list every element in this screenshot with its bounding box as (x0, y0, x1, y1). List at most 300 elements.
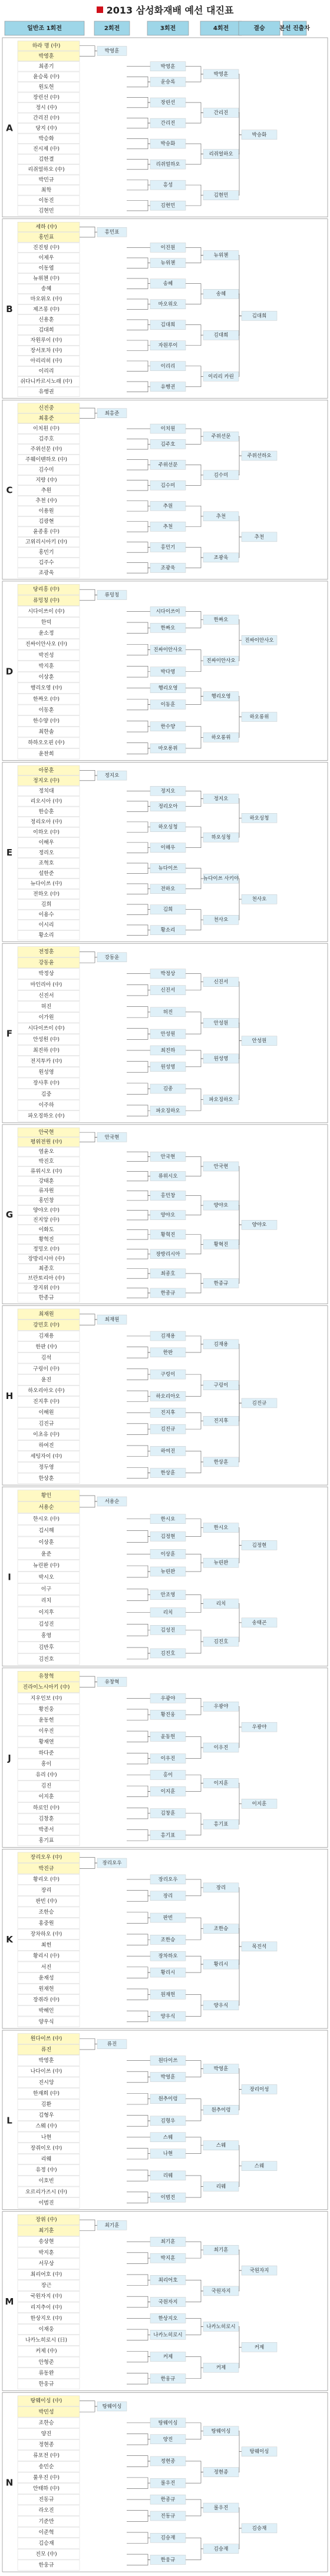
round-name: 황진웅 (160, 1712, 176, 1718)
header-label: 4회전 (213, 25, 229, 32)
first-round-name: 홍이 (41, 1761, 52, 1768)
round-name: 최진하 (160, 1047, 176, 1054)
round-name: 스웨 (163, 2134, 173, 2141)
first-round-name: 최진하 (中) (33, 1047, 60, 1054)
first-round-name: 최홍준 (38, 416, 54, 422)
first-round-name: 김승재 (38, 2540, 54, 2547)
first-round-name: 브란토리아 (中) (28, 1275, 65, 1282)
round-name: 홍기표 (160, 1832, 176, 1839)
round-name: 장리오우 (158, 1877, 178, 1883)
round-name: 장리이성 (249, 2086, 269, 2093)
first-round-name: 장위 (中) (35, 2217, 57, 2223)
first-round-name: 신진서 (38, 993, 54, 999)
first-round-name: 김시해 (38, 1528, 54, 1534)
group-label: M (5, 2296, 14, 2308)
first-round-name: 지랑 (中) (35, 478, 57, 484)
first-round-name: 리오시아 (中) (30, 798, 62, 805)
round-name: 하오싱청 (249, 815, 269, 821)
round-name: 한상훈 (160, 1470, 176, 1477)
round-name: 신진서 (160, 987, 176, 994)
first-round-name: 이준혁 (38, 2529, 54, 2536)
first-round-name: 나카노히로시 (日) (25, 2338, 68, 2344)
first-round-name: 진라이노시아키 (中) (22, 1685, 70, 1691)
first-round-name: 류자원 (38, 1188, 54, 1194)
round-name: 김성진 (160, 1627, 176, 1633)
round-name: 홍기표 (213, 1821, 229, 1828)
group-label: G (5, 1209, 14, 1221)
round-name: 한판 (163, 1350, 173, 1356)
round-name: 주위선문 (158, 462, 178, 468)
round-name: 안국현 (160, 1153, 176, 1160)
first-round-name: 이초유 (中) (33, 1431, 60, 1438)
first-round-name: 정리오아 (中) (30, 819, 62, 825)
header-label: 결승 (253, 25, 265, 32)
first-round-name: 강민호 (中) (33, 1322, 60, 1328)
first-round-name: 추원 (41, 488, 52, 494)
first-round-name: 강동윤 (38, 960, 54, 966)
first-round-name: 진싸이안사오 (中) (25, 641, 68, 648)
round-name: 최재원 (104, 1317, 120, 1323)
first-round-name: 안성원 (中) (33, 1036, 60, 1043)
round-name: 안국현 (104, 1134, 120, 1141)
first-round-name: 설한준 (38, 870, 54, 877)
round-name: 한웅규 (160, 2376, 176, 2382)
round-name: 이리리 카린 (208, 373, 234, 380)
round-name: 장방리시아 (156, 1251, 180, 1258)
round-name: 진싸이안사오 (153, 647, 183, 654)
first-round-name: 전지투카 (中) (30, 1059, 62, 1065)
round-name: 행리오영 (158, 685, 178, 692)
round-name: 양진 (163, 2436, 173, 2443)
first-round-name: 박영훈 (38, 2058, 54, 2064)
first-round-name: 김희 (41, 901, 52, 908)
round-name: 황리시 (160, 1970, 176, 1976)
round-name: 홍민표 (104, 229, 120, 236)
first-round-name: 뉴다이쓰 (中) (30, 881, 62, 887)
round-name: 윤동헌 (160, 1733, 176, 1740)
round-name: 박지훈 (160, 2255, 176, 2262)
round-name: 최홍준 (104, 410, 120, 417)
first-round-name: 이범진 (38, 2200, 54, 2206)
first-round-name: 최종호 (38, 1266, 54, 1272)
first-round-name: 이재웅 (38, 2326, 54, 2333)
first-round-name: 한웅규 (38, 2381, 54, 2388)
round-name: 하오롱위 (211, 734, 231, 741)
first-round-name: 이용수 (38, 911, 54, 918)
first-round-name: 리치 (41, 1598, 52, 1604)
first-round-name: 조한승 (38, 2420, 54, 2426)
round-name: 송혜 (163, 281, 173, 287)
first-round-name: 장차하오 (中) (30, 1931, 62, 1938)
round-name: 룰우진 (160, 2480, 176, 2487)
first-round-name: 한상지오 (中) (30, 2315, 62, 2322)
first-round-name: 유리 (中) (35, 1772, 57, 1779)
round-name: 최기훈 (160, 2239, 176, 2245)
round-name: 원추이렁 (158, 2096, 178, 2103)
first-round-name: 강태훈 (38, 1178, 54, 1185)
first-round-name: 홍민표 (38, 234, 54, 241)
first-round-name: 염윤오 (38, 1149, 54, 1155)
first-round-name: 원다이쓰 (中) (30, 2035, 62, 2042)
round-name: 김대희 (213, 332, 229, 339)
first-round-name: 황소리 (38, 932, 54, 939)
round-name: 한상지오 (158, 2315, 178, 2322)
first-round-name: 신용훈 (38, 317, 54, 323)
round-name: 김수미 (213, 472, 229, 479)
round-name: 김진규 (252, 1400, 267, 1407)
first-round-name: 원도헌 (38, 84, 54, 91)
header-label: 3회전 (160, 25, 176, 32)
first-round-name: 홍영 (41, 1633, 52, 1639)
round-name: 장리오우 (102, 1860, 122, 1866)
round-name: 뉴린완 (213, 1560, 229, 1566)
round-name: 스웨 (254, 2163, 265, 2170)
first-round-name: 한승훈 (38, 808, 54, 815)
round-name: 뉴다이쓰 (158, 866, 178, 872)
group-label: J (8, 1753, 11, 1764)
first-round-name: 장쥐이오 (中) (30, 2145, 62, 2151)
first-round-name: 송혜 (41, 286, 52, 292)
first-round-name: 원재헌 (38, 1986, 54, 1992)
first-round-name: 양진 (41, 2431, 52, 2437)
first-round-name: 이동진 (38, 197, 54, 204)
round-name: 김진호 (213, 1639, 229, 1645)
first-round-name: 황혁진 (38, 1236, 54, 1243)
first-round-name: 이지훈 (38, 1794, 54, 1801)
first-round-name: 윤승록 (中) (33, 74, 60, 80)
round-name: 이동훈 (160, 702, 176, 708)
first-round-name: 하여진 (38, 1443, 54, 1449)
first-round-name: 이가원 (38, 1015, 54, 1021)
round-name: 우광야 (160, 1695, 176, 1702)
round-name: 간리진 (213, 110, 229, 117)
first-round-name: 이동훈 (38, 707, 54, 714)
first-round-name: 라오진 (38, 2508, 54, 2514)
first-round-name: 윤소정 (38, 631, 54, 637)
round-name: 목진석 (252, 1944, 267, 1950)
round-name: 주위선하오 (247, 453, 272, 459)
first-round-name: 윤준 (41, 1551, 52, 1557)
first-round-name: 간리진 (中) (33, 115, 60, 121)
first-round-name: 박진규 (38, 1865, 54, 1872)
first-round-name: 정시 (中) (35, 105, 57, 111)
first-round-name: 자원루이 (中) (30, 337, 62, 344)
first-round-name: 한시오 (中) (33, 1516, 60, 1523)
first-round-name: 최헌 (41, 1942, 52, 1949)
round-name: 이범진 (160, 2194, 176, 2201)
round-name: 유창혁 (104, 1679, 120, 1685)
first-round-name: 윤동헌 (38, 1717, 54, 1723)
first-round-name: 아몽훈 (38, 767, 54, 774)
round-name: 류위시오 (158, 1173, 178, 1180)
round-name: 최리어호 (158, 2277, 178, 2283)
first-round-name: 이치원 (中) (33, 426, 60, 432)
round-name: 최기훈 (104, 2222, 120, 2229)
round-name: 조한승 (160, 1937, 176, 1943)
round-name: 국원자지 (211, 2288, 231, 2295)
round-name: 리치 (216, 1601, 226, 1607)
round-name: 리웨 (216, 2184, 226, 2190)
first-round-name: 류밍칭 (中) (33, 598, 60, 604)
first-round-name: 김재용 (38, 1333, 54, 1340)
first-round-name: 윤찬희 (38, 751, 54, 757)
first-round-name: 한수양 (中) (33, 718, 60, 724)
first-round-name: 서무상 (38, 2260, 54, 2267)
first-round-name: 탕웨이싱 (中) (30, 2398, 62, 2405)
round-name: 이리리 (160, 363, 176, 370)
first-round-name: 장지위 (中) (33, 1285, 60, 1292)
first-round-name: 아리리히 (中) (30, 358, 62, 364)
first-round-name: 스웨 (中) (35, 2123, 57, 2130)
round-name: 안성원 (252, 1038, 267, 1045)
first-round-name: 정현종 (38, 2442, 54, 2448)
first-round-name: 김광현 (38, 519, 54, 525)
first-round-name: 윤진 (41, 1377, 52, 1383)
first-round-name: 이상훈 (38, 1539, 54, 1546)
round-name: 홍성 (163, 182, 173, 188)
round-name: 마오롱위 (158, 745, 178, 752)
round-name: 홍민기 (160, 544, 176, 551)
first-round-name: 한덕 (41, 619, 52, 626)
round-name: 유행권 (160, 384, 176, 390)
first-round-name: 하하오오핀 (中) (28, 740, 65, 747)
round-name: 이우진 (213, 1745, 229, 1751)
round-name: 리쥐얼하오 (209, 151, 233, 158)
first-round-name: 정치대 (38, 788, 54, 794)
first-round-name: 류동완 (38, 2370, 54, 2376)
round-name: 장리 (216, 1885, 226, 1891)
first-round-name: 김진규 (38, 1421, 54, 1427)
round-name: 진싸이안사오 (206, 658, 236, 664)
first-round-name: 리지추이 (中) (30, 2305, 62, 2311)
first-round-name: 이우진 (38, 1728, 54, 1735)
first-round-name: 진진핑 (中) (33, 244, 60, 251)
round-name: 탕웨이싱 (211, 2428, 231, 2435)
round-name: 한종규 (160, 2497, 176, 2503)
round-name: 박영훈 (160, 64, 176, 70)
first-round-name: 이동엽 (38, 265, 54, 271)
first-round-name: 박민성 (38, 2409, 54, 2415)
first-round-name: 송상현 (38, 2239, 54, 2245)
round-name: 안국현 (213, 1163, 229, 1170)
first-round-name: 김반후 (38, 1645, 54, 1651)
first-round-name: 진시제 (中) (33, 146, 60, 152)
round-name: 진동규 (160, 2513, 176, 2519)
round-name: 한수양 (160, 724, 176, 730)
round-name: 조광욱 (160, 565, 176, 571)
first-round-name: 시다이쓰이 (中) (28, 608, 65, 615)
group-label: H (5, 1390, 14, 1401)
first-round-name: 양우식 (38, 2019, 54, 2025)
first-round-name: 윤재성 (38, 1975, 54, 1981)
round-name: 류밍칭 (104, 592, 120, 599)
group-label: I (8, 1572, 11, 1583)
first-round-name: 김수미 (38, 467, 54, 473)
round-name: 이상훈 (160, 1551, 176, 1557)
round-name: 김대희 (160, 322, 176, 329)
round-name: 추원 (163, 503, 173, 509)
group-label: A (6, 122, 13, 134)
round-name: 뉴위첸 (213, 253, 229, 259)
first-round-name: 황인 (41, 1493, 52, 1499)
first-round-name: 김대희 (38, 327, 54, 333)
first-round-name: 안태하 (中) (33, 2485, 60, 2492)
round-name: 이치원 (160, 426, 176, 432)
round-name: 한웅규 (160, 2557, 176, 2563)
round-name: 스웨 (216, 2143, 226, 2149)
first-round-name: 전하오 (中) (33, 891, 60, 897)
first-round-name: 김주호 (38, 436, 54, 443)
first-round-name: 리쥐얼하오 (中) (28, 167, 65, 173)
round-name: 김수미 (160, 482, 176, 489)
round-name: 안조영 (160, 1592, 176, 1599)
first-round-name: 서진 (41, 1964, 52, 1971)
first-round-name: 최재원 (38, 1311, 54, 1318)
first-round-name: 이용원 (38, 508, 54, 515)
round-name: 한종규 (160, 1290, 176, 1297)
round-name: 서용순 (104, 1498, 120, 1505)
first-round-name: 박정상 (38, 971, 54, 977)
round-name: 진지후 (160, 1410, 176, 1416)
round-name: 조광욱 (213, 555, 229, 561)
first-round-name: 류위시오 (中) (30, 1168, 62, 1175)
first-round-name: 한상훈 (38, 1476, 54, 1482)
first-round-name: 진지후 (中) (33, 1399, 60, 1405)
round-name: 원추이렁 (211, 2107, 231, 2113)
first-round-name: 김중 (41, 1091, 52, 1098)
round-name: 신진서 (213, 979, 229, 986)
round-name: 황소리 (160, 927, 176, 934)
round-name: 이지훈 (213, 1780, 229, 1786)
first-round-name: 황리오 (中) (33, 1877, 60, 1883)
first-round-name: 이지후 (38, 1609, 54, 1616)
first-round-name: 박지훈 (38, 663, 54, 669)
first-round-name: 리웨 (41, 2156, 52, 2163)
first-round-name: 당리흥 (中) (33, 586, 60, 593)
first-round-name: 지우인보 (中) (30, 1695, 62, 1702)
first-round-name: 이리리 (38, 369, 54, 375)
first-round-name: 이화도 (38, 1226, 54, 1233)
round-name: 한짜오 (160, 625, 176, 631)
round-name: 한시오 (160, 1516, 176, 1523)
first-round-name: 유정 (中) (35, 2167, 57, 2174)
first-round-name: 조혁호 (38, 860, 54, 867)
round-name: 한종규 (213, 1280, 229, 1287)
first-round-name: 정두영 (38, 1464, 54, 1471)
round-name: 정현종 (213, 2469, 229, 2476)
round-name: 파오징하오 (209, 1097, 233, 1103)
round-name: 원다이쓰 (158, 2058, 178, 2064)
round-name: 안성원 (160, 1031, 176, 1037)
round-name: 최종호 (160, 1271, 176, 1277)
round-name: 국원자지 (158, 2299, 178, 2306)
first-round-name: 이해우 (38, 840, 54, 846)
round-name: 김창훈 (160, 1811, 176, 1817)
first-round-name: 황진웅 (38, 1706, 54, 1713)
round-name: 양야오 (252, 1222, 267, 1228)
round-name: 진지후 (213, 1418, 229, 1424)
round-name: 정리오아 (158, 804, 178, 810)
round-name: 양야오 (160, 1212, 176, 1219)
round-name: 구링이 (213, 1383, 229, 1389)
round-name: 판빈 (163, 1915, 173, 1921)
first-round-name: 진동규 (38, 2497, 54, 2503)
round-name: 하오싱청 (158, 824, 178, 831)
first-round-name: 진지앙 (中) (33, 1217, 60, 1224)
round-name: 하오리아오 (156, 1393, 180, 1400)
round-name: 뉴린완 (160, 1569, 176, 1575)
first-round-name: 김주수 (38, 560, 54, 566)
first-round-name: 나현 (41, 2134, 52, 2141)
first-round-name: 조광욱 (38, 570, 54, 576)
first-round-name: 박민규 (38, 177, 54, 183)
first-round-name: 김현민 (38, 208, 54, 214)
first-round-name: 김진 (41, 1783, 52, 1789)
round-name: 룰우진 (213, 2505, 229, 2511)
round-name: 박영훈 (104, 48, 120, 55)
round-name: 정지오 (160, 788, 176, 794)
round-name: 뉴위첸 (160, 260, 176, 267)
round-name: 자원루이 (158, 343, 178, 349)
round-name: 이지훈 (252, 1801, 267, 1807)
first-round-name: 박영훈 (38, 53, 54, 59)
round-name: 한상훈 (213, 1459, 229, 1466)
round-name: 한시오 (213, 1525, 229, 1531)
round-name: 안성원 (213, 1020, 229, 1026)
round-name: 정지오 (104, 773, 120, 779)
round-name: 김대희 (252, 313, 267, 319)
first-round-name: 이하오 (中) (33, 829, 60, 836)
first-round-name: 김환 (41, 2101, 52, 2108)
group-label: B (6, 303, 13, 314)
round-name: 김희 (163, 907, 173, 913)
first-round-name: 당지 (中) (35, 125, 57, 132)
round-name: 나카노히로시 (153, 2332, 183, 2338)
round-name: 황혁진 (160, 1232, 176, 1238)
round-name: 양우식 (160, 2013, 176, 2020)
round-name: 국원자지 (249, 2267, 269, 2274)
round-name: 파오징하오 (156, 1108, 180, 1114)
first-round-name: 최학 (41, 187, 52, 194)
round-name: 원성영 (160, 1064, 176, 1070)
group-label: D (5, 666, 14, 677)
first-round-name: 이구 (41, 1586, 52, 1593)
header-label: 본선 진출자 (279, 25, 310, 32)
round-name: 김형우 (160, 2118, 176, 2124)
first-round-name: 조한승 (38, 1909, 54, 1916)
round-name: 탕웨이싱 (158, 2420, 178, 2426)
round-name: 강동윤 (104, 954, 120, 961)
first-round-name: 하로인 (中) (33, 1805, 60, 1811)
round-name: 박영훈 (213, 2066, 229, 2073)
first-round-name: 정밍오 (中) (33, 1246, 60, 1253)
first-round-name: 송민순 (38, 2464, 54, 2470)
header-label: 2회전 (104, 25, 120, 32)
first-round-name: 홍중원 (38, 1920, 54, 1927)
first-round-name: 구링이 (中) (33, 1366, 60, 1372)
first-round-name: 유창혁 (38, 1673, 54, 1680)
page-title-text: 2013 삼성화재배 예선 대진표 (106, 4, 234, 16)
round-name: 우광야 (252, 1724, 267, 1730)
group-label: C (6, 485, 13, 496)
round-name: 김중 (163, 1086, 173, 1092)
first-round-name: 박진성 (38, 652, 54, 659)
group-label: N (5, 2477, 14, 2488)
round-name: 천사오 (213, 917, 229, 923)
first-round-name: 주웨이톈하오 (中) (25, 457, 68, 463)
first-round-name: 마인리아 (中) (30, 982, 62, 988)
first-round-name: 원성영 (38, 1069, 54, 1076)
